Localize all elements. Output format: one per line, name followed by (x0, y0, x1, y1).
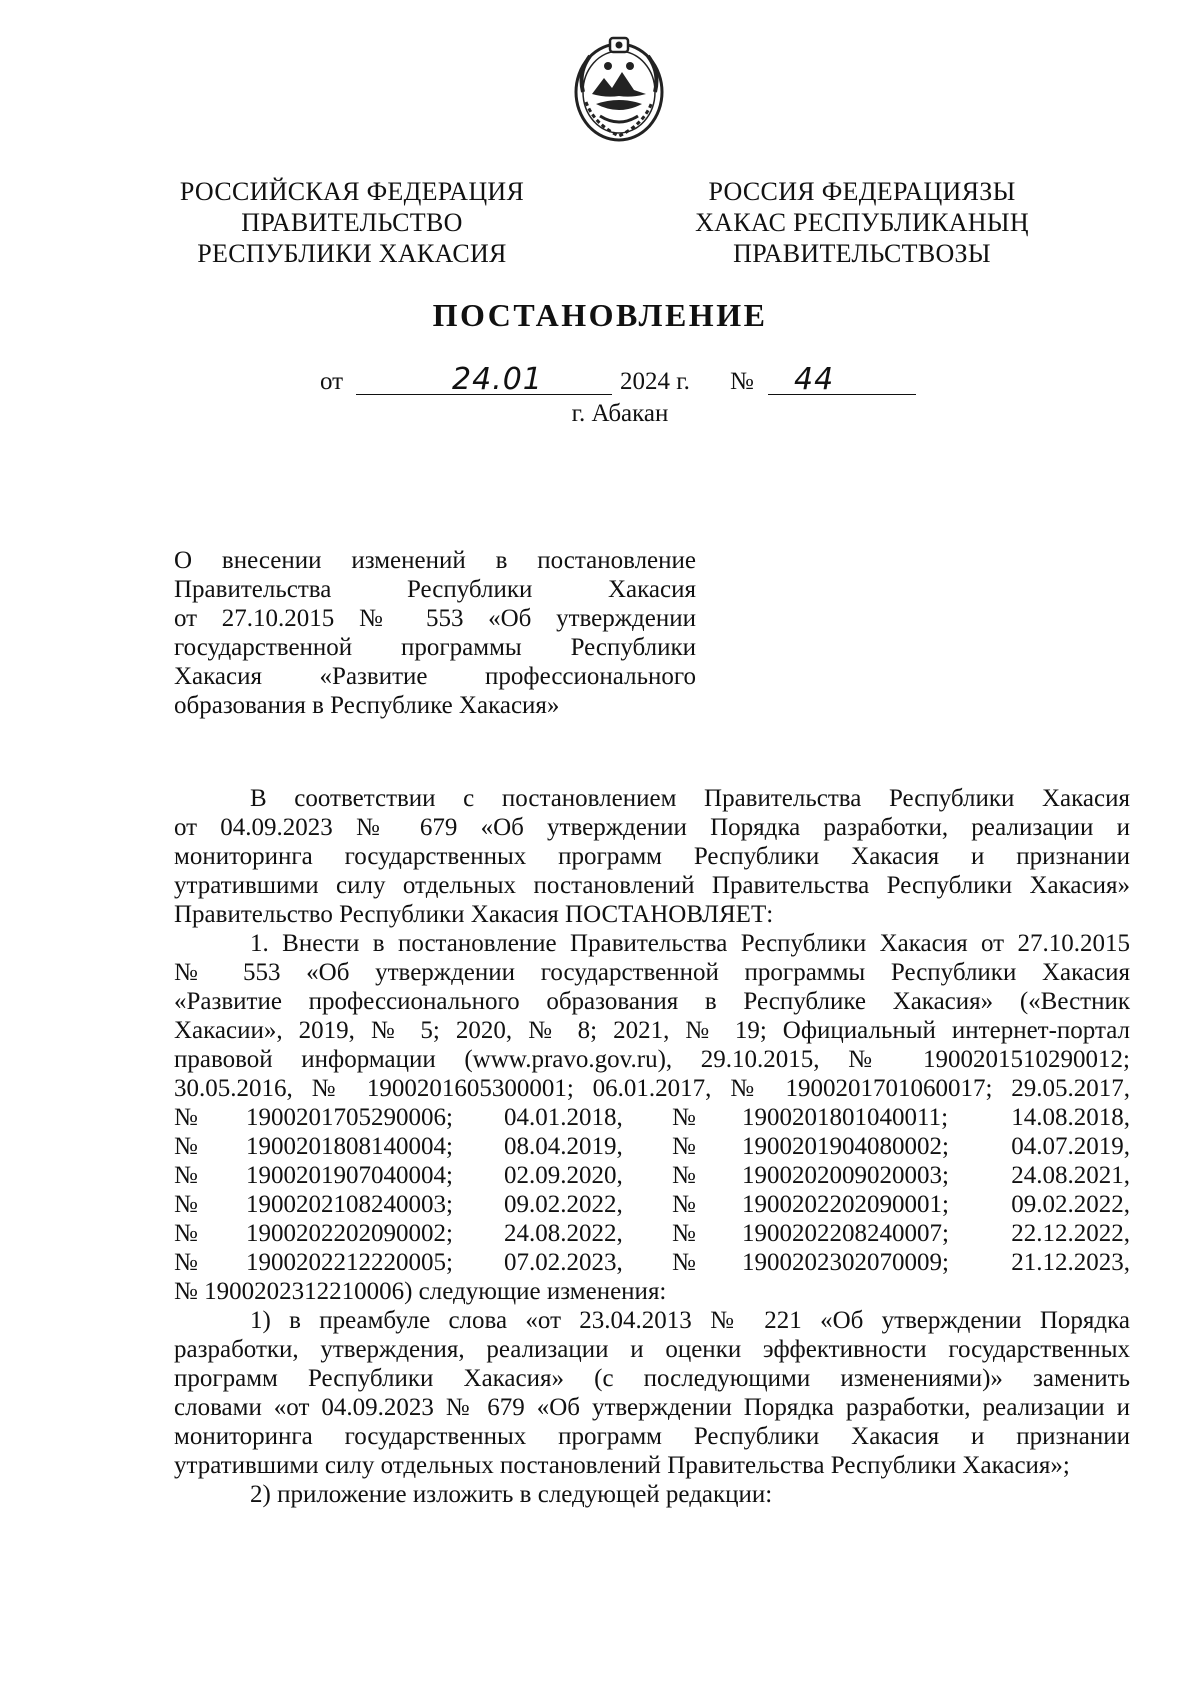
references-cell: № (174, 1104, 198, 1131)
item1-line: 30.05.2016, № 1900201605300001; 06.01.2017, № 1900201701060017; 29.05.2017, (174, 1075, 1130, 1102)
subject-line: Хакасия «Развитие профессионального (174, 663, 696, 690)
subject-line: от 27.10.2015 № 553 «Об утверждении (174, 605, 696, 632)
item1-line: правовой информации (www.pravo.gov.ru), 29.10.2015, № 1900201510290012; (174, 1046, 1130, 1073)
references-table (174, 1103, 1130, 1277)
references-cell: 24.08.2021, (1011, 1162, 1130, 1189)
references-cell: 1900202212220005; (246, 1249, 453, 1276)
references-cell: 1900202208240007; (742, 1220, 949, 1247)
references-cell: № (672, 1162, 696, 1189)
references-row (174, 1190, 1130, 1219)
subitem1-line: 1) в преамбуле слова «от 23.04.2013 № 221 «Об утверждении Порядка (250, 1307, 1130, 1334)
references-row (174, 1161, 1130, 1190)
references-cell: 08.04.2019, (504, 1133, 623, 1160)
header-left-line: РЕСПУБЛИКИ ХАКАСИЯ (197, 239, 507, 268)
header-left-line: РОССИЙСКАЯ ФЕДЕРАЦИЯ (179, 177, 525, 206)
references-cell: 14.08.2018, (1011, 1104, 1130, 1131)
date-number-line (320, 364, 940, 398)
handwritten-number: 44 (794, 362, 835, 397)
references-cell: 24.08.2022, (504, 1220, 623, 1247)
header-right-line: РОССИЯ ФЕДЕРАЦИЯЗЫ (708, 177, 1016, 206)
references-row (174, 1219, 1130, 1248)
number-underline (768, 394, 916, 395)
document-type-title: ПОСТАНОВЛЕНИЕ (432, 297, 768, 333)
references-cell: № (672, 1104, 696, 1131)
references-cell: № (174, 1191, 198, 1218)
number-label: № (730, 368, 754, 395)
handwritten-date: 24.01 (452, 362, 543, 397)
subject-line: О внесении изменений в постановление (174, 547, 696, 574)
references-cell: 1900202302070009; (742, 1249, 949, 1276)
year-label: 2024 г. (620, 368, 690, 395)
references-cell: 21.12.2023, (1011, 1249, 1130, 1276)
subject-line: Правительства Республики Хакасия (174, 576, 696, 603)
subject-block (174, 546, 696, 720)
subject-line: образования в Республике Хакасия» (174, 692, 560, 719)
references-cell: 02.09.2020, (504, 1162, 623, 1189)
references-cell: 1900202202090002; (246, 1220, 453, 1247)
header-right-line: ПРАВИТЕЛЬСТВОЗЫ (733, 239, 991, 268)
from-label: от (320, 368, 344, 395)
references-cell: № (174, 1220, 198, 1247)
references-cell: 22.12.2022, (1011, 1220, 1130, 1247)
references-cell: 1900202108240003; (246, 1191, 453, 1218)
preamble-line: утратившими силу отдельных постановлений Правительства Республики Хакасия» (174, 872, 1130, 899)
references-cell: 1900202009020003; (742, 1162, 949, 1189)
references-cell: 1900201904080002; (742, 1133, 949, 1160)
preamble-line: В соответствии с постановлением Правительства Республики Хакасия (250, 785, 1130, 812)
subitem1-line: программ Республики Хакасия» (с последующими изменениями)» заменить (174, 1365, 1130, 1392)
references-row (174, 1248, 1130, 1277)
subitem1-line: словами «от 04.09.2023 № 679 «Об утверждении Порядка разработки, реализации и (174, 1394, 1130, 1421)
references-cell: № (672, 1220, 696, 1247)
references-row (174, 1103, 1130, 1132)
references-cell: № (174, 1249, 198, 1276)
references-cell: 1900202202090001; (742, 1191, 949, 1218)
subitem2-line: 2) приложение изложить в следующей редакции: (250, 1481, 773, 1508)
item1-line: «Развитие профессионального образования в Республике Хакасия» («Вестник (174, 988, 1130, 1015)
references-cell: 04.07.2019, (1011, 1133, 1130, 1160)
references-cell: 09.02.2022, (1011, 1191, 1130, 1218)
header-right-block (652, 176, 1072, 269)
preamble-line: от 04.09.2023 № 679 «Об утверждении Порядка разработки, реализации и (174, 814, 1130, 841)
subject-line: государственной программы Республики (174, 634, 696, 661)
document-body (174, 784, 1130, 1509)
subitem1-line: разработки, утверждения, реализации и оценки эффективности государственных (174, 1336, 1130, 1363)
references-cell: 1900201801040011; (742, 1104, 949, 1131)
references-cell: № (672, 1133, 696, 1160)
item1-end-line: № 1900202312210006) следующие изменения: (174, 1278, 667, 1305)
coat-of-arms-emblem (570, 32, 668, 144)
item1-line: № 553 «Об утверждении государственной программы Республики Хакасия (174, 959, 1130, 986)
city-label: г. Абакан (571, 400, 669, 427)
item1-line: 1. Внести в постановление Правительства Республики Хакасия от 27.10.2015 (250, 930, 1130, 957)
header-left-block (142, 176, 562, 269)
header-left-line: ПРАВИТЕЛЬСТВО (241, 208, 463, 237)
references-cell: № (174, 1133, 198, 1160)
references-cell: 1900201705290006; (246, 1104, 453, 1131)
references-cell: 07.02.2023, (504, 1249, 623, 1276)
references-row (174, 1132, 1130, 1161)
subitem1-line: утратившими силу отдельных постановлений Правительства Республики Хакасия»; (174, 1452, 1070, 1479)
item1-line: Хакасии», 2019, № 5; 2020, № 8; 2021, № 19; Официальный интернет-портал (174, 1017, 1130, 1044)
references-cell: 1900201808140004; (246, 1133, 453, 1160)
references-cell: 09.02.2022, (504, 1191, 623, 1218)
references-cell: № (672, 1191, 696, 1218)
subitem1-line: мониторинга государственных программ Республики Хакасия и признании (174, 1423, 1130, 1450)
references-cell: 1900201907040004; (246, 1162, 453, 1189)
references-cell: № (174, 1162, 198, 1189)
references-cell: № (672, 1249, 696, 1276)
references-cell: 04.01.2018, (504, 1104, 623, 1131)
preamble-line: мониторинга государственных программ Республики Хакасия и признании (174, 843, 1130, 870)
preamble-line: Правительство Республики Хакасия ПОСТАНОВЛЯЕТ: (174, 901, 774, 928)
header-right-line: ХАКАС РЕСПУБЛИКАНЫҢ (695, 208, 1029, 237)
